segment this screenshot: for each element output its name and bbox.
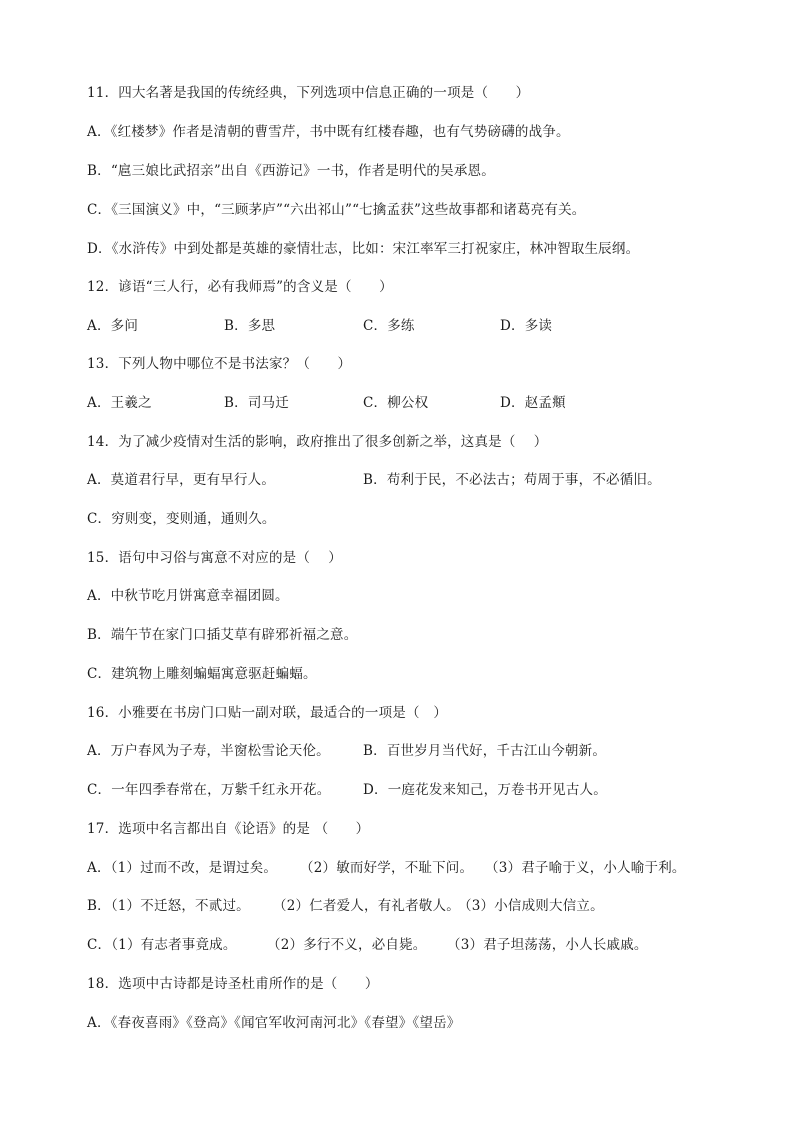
question-17-option-b-part-3: （3）小信成则大信立。 bbox=[458, 898, 604, 914]
question-13-option-b: B．司马迁 bbox=[224, 395, 289, 411]
question-14-stem: 14．为了减少疫情对生活的影响，政府推出了很多创新之举，这真是（ ） bbox=[87, 434, 548, 450]
question-16-option-c: C．一年四季春常在，万紫千红永开花。 bbox=[87, 782, 331, 798]
question-11-option-d: D．《水浒传》中到处都是英雄的豪情壮志，比如：宋江率军三打祝家庄，林冲智取生辰纲。 bbox=[87, 241, 640, 257]
question-16-option-d: D．一庭花发来知己，万卷书开见古人。 bbox=[363, 782, 607, 798]
question-17-stem: 17．选项中名言都出自《论语》的是 （ ） bbox=[87, 821, 370, 837]
question-17-option-b-part-1: B．（1）不迁怒，不贰过。 bbox=[87, 898, 250, 914]
question-13-option-a: A．王羲之 bbox=[87, 395, 152, 411]
question-14-option-b: B．苟利于民，不必法古；苟周于事，不必循旧。 bbox=[363, 472, 661, 488]
question-12-option-d: D．多读 bbox=[500, 318, 553, 334]
question-14-option-c: C．穷则变，变则通，通则久。 bbox=[87, 511, 276, 527]
question-11-option-b: B．“扈三娘比武招亲”出自《西游记》一书，作者是明代的吴承恩。 bbox=[87, 163, 495, 179]
question-12-option-c: C．多练 bbox=[363, 318, 415, 334]
question-11-stem: 11．四大名著是我国的传统经典，下列选项中信息正确的一项是（ ） bbox=[87, 85, 530, 101]
question-17-option-b-part-2: （2）仁者爱人，有礼者敬人。 bbox=[273, 898, 460, 914]
question-12-option-b: B．多思 bbox=[224, 318, 276, 334]
question-11-option-c: C．《三国演义》中，“三顾茅庐”“六出祁山”“七擒孟获”这些故事都和诸葛亮有关。 bbox=[87, 202, 586, 218]
question-15-option-c: C．建筑物上雕刻蝙蝠寓意驱赶蝙蝠。 bbox=[87, 666, 317, 682]
question-14-option-a: A．莫道君行早，更有早行人。 bbox=[87, 472, 276, 488]
question-15-stem: 15．语句中习俗与寓意不对应的是（ ） bbox=[87, 550, 342, 566]
question-17-option-a-part-2: （2）敏而好学，不耻下问。 bbox=[300, 860, 474, 876]
question-16-option-a: A．万户春风为子寿，半窗松雪论天伦。 bbox=[87, 743, 330, 759]
question-16-stem: 16．小雅要在书房门口贴一副对联，最适合的一项是（ ） bbox=[87, 705, 448, 721]
question-15-option-b: B．端午节在家门口插艾草有辟邪祈福之意。 bbox=[87, 627, 358, 643]
question-12-stem: 12．谚语“三人行，必有我师焉”的含义是（ ） bbox=[87, 279, 393, 295]
question-17-option-c-part-1: C．（1）有志者事竟成。 bbox=[87, 937, 237, 953]
question-13-stem: 13．下列人物中哪位不是书法家？（ ） bbox=[87, 356, 352, 372]
question-12-option-a: A．多问 bbox=[87, 318, 139, 334]
question-17-option-c-part-3: （3）君子坦荡荡，小人长戚戚。 bbox=[447, 937, 648, 953]
question-13-option-c: C．柳公权 bbox=[363, 395, 429, 411]
question-13-option-d: D．赵孟頫 bbox=[500, 395, 566, 411]
question-17-option-a-part-1: A．（1）过而不改，是谓过矣。 bbox=[87, 860, 278, 876]
question-16-option-b: B．百世岁月当代好，千古江山今朝新。 bbox=[363, 743, 607, 759]
question-17-option-a-part-3: （3）君子喻于义，小人喻于利。 bbox=[485, 860, 686, 876]
question-11-option-a: A．《红楼梦》作者是清朝的曹雪芹，书中既有红楼春趣，也有气势磅礴的战争。 bbox=[87, 124, 570, 140]
question-18-option-a: A．《春夜喜雨》《登高》《闻官军收河南河北》《春望》《望岳》 bbox=[87, 1015, 461, 1031]
question-18-stem: 18．选项中古诗都是诗圣杜甫所作的是（ ） bbox=[87, 976, 379, 992]
question-15-option-a: A．中秋节吃月饼寓意幸福团圆。 bbox=[87, 588, 289, 604]
question-17-option-c-part-2: （2）多行不义，必自毙。 bbox=[267, 937, 427, 953]
